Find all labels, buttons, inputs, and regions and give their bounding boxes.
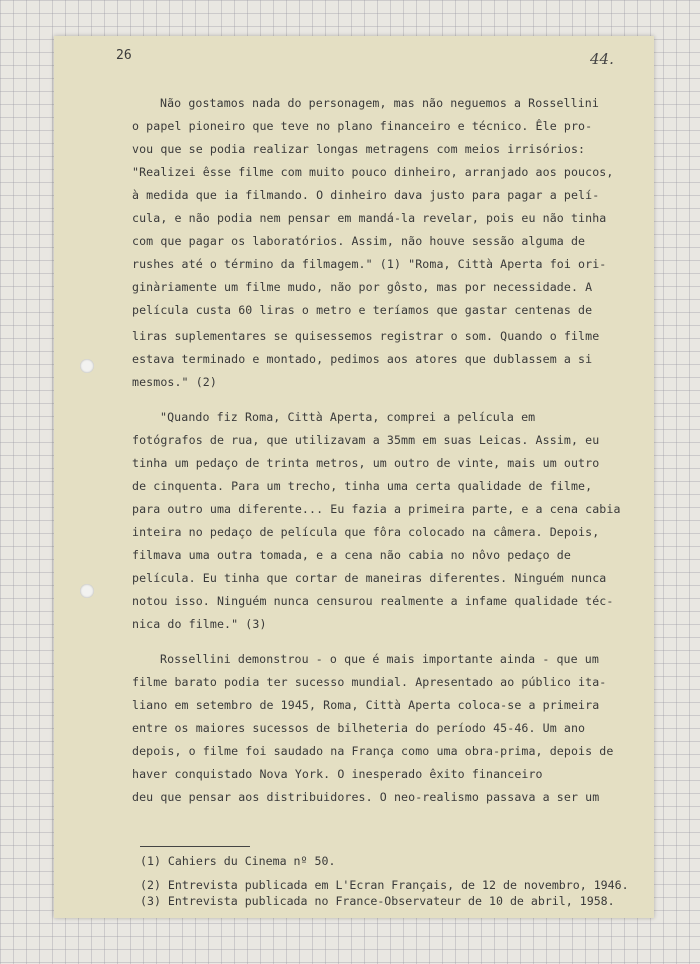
footnote: (3) Entrevista publicada no France-Observateur de 10 de abril, 1958. [140, 894, 615, 908]
text-line: rushes até o término da filmagem." (1) "Roma, Città Aperta foi ori- [132, 257, 607, 271]
punch-hole [80, 359, 94, 373]
text-line: cula, e não podia nem pensar em mandá-la revelar, pois eu não tinha [132, 211, 607, 225]
text-line: película. Eu tinha que cortar de maneiras diferentes. Ninguém nunca [132, 571, 607, 585]
text-line: haver conquistado Nova York. O inesperado êxito financeiro [132, 767, 543, 781]
text-line: filme barato podia ter sucesso mundial. Apresentado ao público ita- [132, 675, 607, 689]
text-line: tinha um pedaço de trinta metros, um outro de vinte, mais um outro [132, 456, 600, 470]
text-line: depois, o filme foi saudado na França como uma obra-prima, depois de [132, 744, 614, 758]
text-line: notou isso. Ninguém nunca censurou realmente a infame qualidade téc- [132, 594, 614, 608]
text-line: fotógrafos de rua, que utilizavam a 35mm em suas Leicas. Assim, eu [132, 433, 600, 447]
text-line: inteira no pedaço de película que fôra colocado na câmera. Depois, [132, 525, 600, 539]
text-line: o papel pioneiro que teve no plano financeiro e técnico. Êle pro- [132, 119, 593, 133]
text-line: estava terminado e montado, pedimos aos atores que dublassem a si [132, 352, 593, 366]
footnote: (1) Cahiers du Cinema nº 50. [140, 854, 336, 868]
text-line: filmava uma outra tomada, e a cena não cabia no nôvo pedaço de [132, 548, 571, 562]
text-line: Não gostamos nada do personagem, mas não neguemos a Rossellini [160, 96, 599, 110]
page-number-handwritten: 44. [590, 50, 614, 68]
text-line: de cinquenta. Para um trecho, tinha uma certa qualidade de filme, [132, 479, 593, 493]
footnote: (2) Entrevista publicada em L'Ecran Français, de 12 de novembro, 1946. [140, 878, 629, 892]
text-line: com que pagar os laboratórios. Assim, não houve sessão alguma de [132, 234, 586, 248]
text-line: "Quando fiz Roma, Città Aperta, comprei a película em [160, 410, 536, 424]
text-line: liano em setembro de 1945, Roma, Città Aperta coloca-se a primeira [132, 698, 600, 712]
text-line: ginàriamente um filme mudo, não por gôsto, mas por necessidade. A [132, 280, 593, 294]
page-number-typed: 26 [116, 48, 132, 63]
text-line: para outro uma diferente... Eu fazia a primeira parte, e a cena cabia [132, 502, 621, 516]
document-page [54, 36, 654, 918]
footnote-divider [140, 846, 250, 847]
text-line: entre os maiores sucessos de bilheteria do período 45-46. Um ano [132, 721, 586, 735]
text-line: "Realizei êsse filme com muito pouco dinheiro, arranjado aos poucos, [132, 165, 614, 179]
text-line: película custa 60 liras o metro e teríamos que gastar centenas de [132, 303, 593, 317]
text-line: vou que se podia realizar longas metragens com meios irrisórios: [132, 142, 586, 156]
text-line: mesmos." (2) [132, 375, 217, 389]
text-line: deu que pensar aos distribuidores. O neo-realismo passava a ser um [132, 790, 600, 804]
text-line: liras suplementares se quisessemos registrar o som. Quando o filme [132, 329, 600, 343]
text-line: Rossellini demonstrou - o que é mais importante ainda - que um [160, 652, 599, 666]
text-line: à medida que ia filmando. O dinheiro dava justo para pagar a pelí- [132, 188, 600, 202]
punch-hole [80, 584, 94, 598]
text-line: nica do filme." (3) [132, 617, 267, 631]
